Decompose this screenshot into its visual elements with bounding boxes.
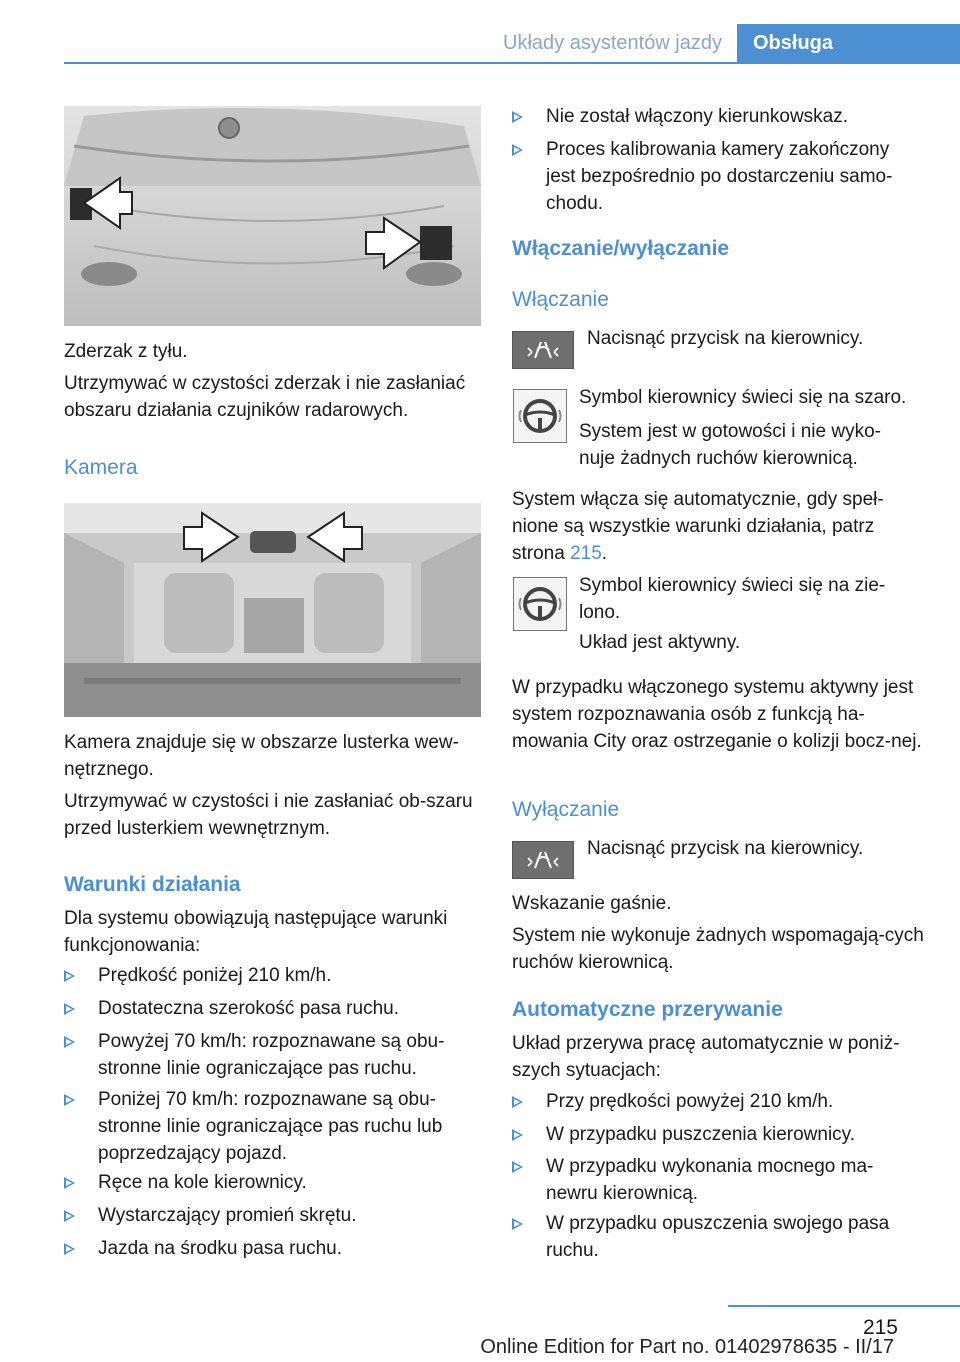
no-support-text: System nie wykonuje żadnych wspomagają-cych ruchów kierownicą. (512, 925, 924, 973)
bullet-triangle-icon (512, 1218, 523, 1230)
bullet-triangle-icon (64, 1210, 75, 1222)
header-section-title: Układy asystentów jazdy (503, 32, 722, 54)
camera-heading: Kamera (64, 456, 138, 479)
header-chapter-tab: Obsługa (737, 24, 960, 62)
list-item: Jazda na środku pasa ruchu. (64, 1235, 481, 1262)
footer-rule (728, 1305, 960, 1307)
bullet-triangle-icon (64, 1243, 75, 1255)
rear-bumper-caption: Zderzak z tyłu. (64, 341, 188, 362)
bullet-triangle-icon (512, 1129, 523, 1141)
bullet-triangle-icon (64, 970, 75, 982)
active-text: Układ jest aktywny. (579, 632, 741, 653)
indicator-off-text: Wskazanie gaśnie. (512, 893, 672, 914)
list-item: Przy prędkości powyżej 210 km/h. (512, 1088, 928, 1115)
interior-camera-image (64, 503, 481, 717)
list-item: Prędkość poniżej 210 km/h. (64, 962, 481, 989)
lane-assist-button-icon (512, 331, 574, 369)
page-link[interactable]: 215 (570, 543, 602, 564)
bullet-triangle-icon (64, 1094, 75, 1106)
rear-bumper-image (64, 106, 481, 326)
lane-assist-button-icon (512, 841, 574, 879)
list-item: Nie został włączony kierunkowskaz. (512, 103, 928, 130)
off-heading: Wyłączanie (512, 798, 620, 821)
on-heading: Włączanie (512, 288, 609, 311)
footer-edition: Online Edition for Part no. 01402978635 - II/17 (480, 1336, 894, 1358)
auto-interrupt-intro: Układ przerywa pracę automatycznie w poniż-szych sytuacjach: (512, 1033, 900, 1081)
active-info-text: W przypadku włączonego systemu aktywny jest system rozpoznawania osób z funkcją ha-mowania City oraz ostrzeganie o kolizji bocz-nej. (512, 677, 922, 752)
steering-wheel-grey-icon (513, 389, 567, 443)
list-item: Dostateczna szerokość pasa ruchu. (64, 995, 481, 1022)
list-item: Wystarczający promień skrętu. (64, 1202, 481, 1229)
list-item: Proces kalibrowania kamery zakończony jest bezpośrednio po dostarczeniu samo-chodu. (512, 136, 928, 217)
auto-on-text: System włącza się automatycznie, gdy speł-nione są wszystkie warunki działania, patrz strona 215. (512, 489, 884, 564)
list-item: W przypadku puszczenia kierownicy. (512, 1121, 928, 1148)
bullet-triangle-icon (64, 1036, 75, 1048)
list-item: Ręce na kole kierownicy. (64, 1169, 481, 1196)
conditions-intro: Dla systemu obowiązują następujące warunki funkcjonowania: (64, 908, 448, 956)
onoff-heading: Włączanie/wyłączanie (512, 237, 730, 260)
conditions-heading: Warunki działania (64, 873, 241, 896)
grey-ready-text: System jest w gotowości i nie wyko-nuje żadnych ruchów kierownicą. (579, 421, 881, 469)
header-rule (64, 62, 960, 64)
list-item: W przypadku wykonania mocnego ma-newru kierownicą. (512, 1153, 928, 1207)
bullet-triangle-icon (512, 111, 523, 123)
grey-symbol-text: Symbol kierownicy świeci się na szaro. (579, 387, 907, 408)
list-item: Powyżej 70 km/h: rozpoznawane są obu-stronne linie ograniczające pas ruchu. (64, 1028, 481, 1082)
bullet-triangle-icon (512, 1161, 523, 1173)
bullet-triangle-icon (512, 1096, 523, 1108)
list-item: W przypadku opuszczenia swojego pasa ruchu. (512, 1210, 928, 1264)
list-item: Poniżej 70 km/h: rozpoznawane są obu-stronne linie ograniczające pas ruchu lub poprzedzający pojazd. (64, 1086, 481, 1167)
rear-bumper-text: Utrzymywać w czystości zderzak i nie zasłaniać obszaru działania czujników radarowych. (64, 373, 466, 421)
steering-wheel-green-icon (513, 577, 567, 631)
green-symbol-text: Symbol kierownicy świeci się na zie-lono. (579, 575, 886, 623)
on-press-text: Nacisnąć przycisk na kierownicy. (587, 328, 864, 349)
off-press-text: Nacisnąć przycisk na kierownicy. (587, 838, 864, 859)
auto-interrupt-heading: Automatyczne przerywanie (512, 998, 783, 1021)
page-number: 215 (862, 1316, 898, 1339)
bullet-triangle-icon (64, 1177, 75, 1189)
bullet-triangle-icon (512, 144, 523, 156)
bullet-triangle-icon (64, 1003, 75, 1015)
camera-text: Utrzymywać w czystości i nie zasłaniać ob-szaru przed lusterkiem wewnętrznym. (64, 791, 473, 839)
camera-caption: Kamera znajduje się w obszarze lusterka wew-nętrznego. (64, 732, 459, 780)
